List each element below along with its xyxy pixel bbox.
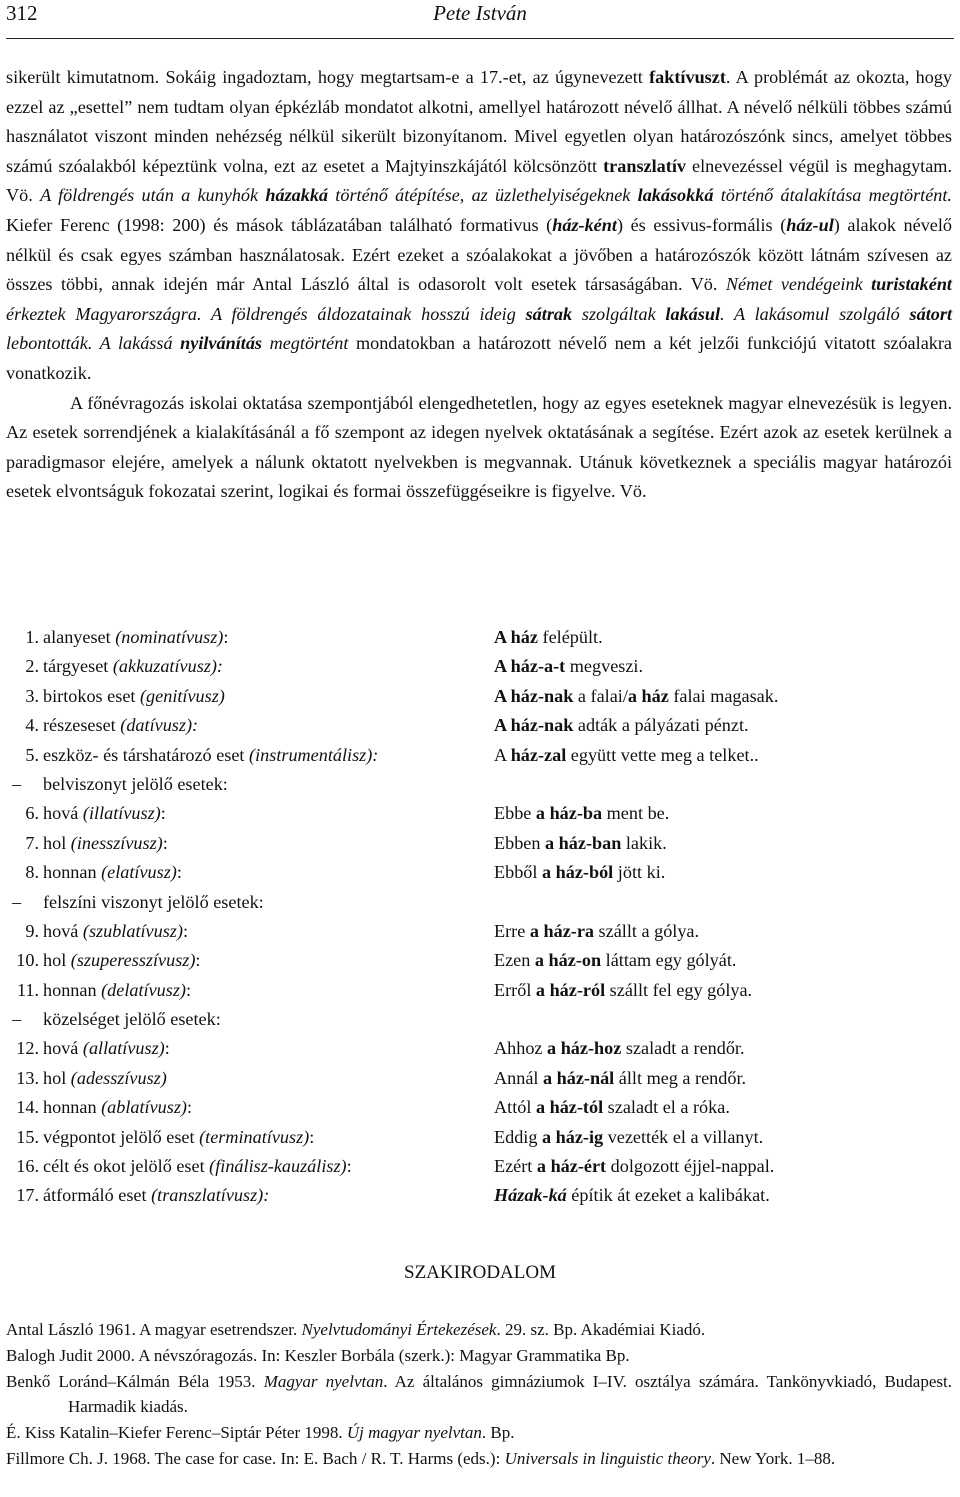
text-run: a ház-hoz — [547, 1038, 622, 1059]
running-author: Pete István — [433, 1, 527, 25]
case-example — [494, 1093, 730, 1122]
case-group-dash: – — [12, 891, 22, 912]
case-label — [43, 1123, 314, 1152]
text-run: : — [309, 1126, 315, 1147]
text-run: (delatívusz) — [101, 979, 186, 1000]
case-group-dash: – — [12, 773, 22, 794]
case-example — [494, 917, 699, 946]
text-run: a ház-ban — [545, 832, 622, 853]
text-run: házakká — [265, 185, 329, 206]
text-run: Eddig — [494, 1126, 542, 1147]
case-row — [6, 858, 952, 887]
text-run: hol — [43, 1067, 71, 1088]
case-row — [6, 623, 952, 652]
case-label — [43, 741, 378, 770]
case-number: 13. — [16, 1067, 39, 1088]
case-label — [43, 1181, 269, 1210]
text-run: Erről — [494, 979, 536, 1000]
text-run: jött ki. — [613, 862, 666, 883]
text-run: belviszonyt jelölő esetek: — [43, 773, 228, 794]
case-row — [6, 799, 952, 828]
text-run: hol — [43, 950, 71, 971]
case-label — [43, 1152, 352, 1181]
text-run: (akkuzatívusz): — [112, 656, 223, 677]
text-run: részeseset — [43, 715, 121, 736]
text-run: (ablatívusz) — [101, 1097, 187, 1118]
text-run: hol — [43, 832, 71, 853]
case-example — [494, 682, 778, 711]
text-run: Ebben — [494, 832, 546, 853]
text-run: lebontották. A lakássá — [6, 333, 181, 354]
case-example — [494, 829, 667, 858]
case-number: 10. — [16, 950, 39, 971]
case-number: 12. — [16, 1038, 39, 1059]
case-label — [43, 1064, 167, 1093]
text-run: birtokos eset — [43, 685, 140, 706]
text-run: : — [186, 1097, 193, 1118]
case-label — [43, 946, 200, 975]
case-example — [494, 1181, 770, 1210]
text-run: . A lakásomul szolgáló — [720, 303, 910, 324]
case-example — [494, 1152, 774, 1181]
text-run: A ház-nak — [494, 715, 574, 736]
text-run: láttam egy gólyát. — [601, 950, 737, 971]
text-run: Ebből — [494, 862, 542, 883]
text-run: hová — [43, 920, 83, 941]
case-number: 17. — [16, 1185, 39, 1206]
text-run: a ház-ból — [542, 862, 614, 883]
text-run: Annál — [494, 1067, 543, 1088]
text-run: : — [182, 920, 188, 941]
case-label — [43, 799, 166, 828]
case-label — [43, 917, 188, 946]
case-row — [6, 946, 952, 975]
text-run: turistaként — [871, 274, 952, 295]
text-run: Attól — [494, 1097, 536, 1118]
text-run: végpontot jelölő eset — [43, 1126, 200, 1147]
text-run: tárgyeset — [43, 656, 113, 677]
text-run: . Az általános gimnáziumok I–IV. osztálya számára. Tankönyvkiadó, Budapest. Harmadik kiadás. — [68, 1371, 952, 1417]
case-group-dash: – — [12, 1009, 22, 1030]
text-run: (inesszívusz) — [70, 832, 163, 853]
paragraph — [6, 63, 952, 389]
case-label — [43, 1034, 170, 1063]
text-run: ment be. — [602, 803, 670, 824]
text-run: ház-ként — [552, 214, 617, 235]
text-run: Ahhoz — [494, 1038, 548, 1059]
text-run: faktívuszt — [649, 67, 726, 87]
case-number: 3. — [25, 685, 39, 706]
text-run: Kiefer Ferenc (1998: 200) és mások táblázatában található formativus ( — [6, 214, 553, 235]
text-run: vezették el a villanyt. — [603, 1126, 764, 1147]
text-run: A főnévragozás iskolai oktatása szempontjából elengedhetetlen, hogy az egyes eseteknek magyar elnevezésük is legyen. Az esetek sorrendjének a kialakításánál a fő szempont az idegen nyelvek oktatásának a segítése. Ezért azok az esetek kerülnek a paradigmasor elejére, amelyek a nálunk oktatott nyelvekben is megvannak. Utánuk következnek a speciális magyar határozói esetek elvontságuk fokozatai szerint, logikai és formai összefüggéseikre is figyelve. Vö. — [6, 392, 952, 502]
text-run: Universals in linguistic theory — [504, 1448, 711, 1468]
text-run: A ház-nak — [494, 685, 574, 706]
case-example — [494, 1123, 763, 1152]
text-run: . A problémát az okozta, hogy ezzel az „esettel” nem tudtam olyan épkézláb mondatot alkotni, amellyel határozott névelő állhat. A névelő nélküli többes számú használatot viszont minden nehézség nélkül sikerült bizonyítanom. Mivel egyetlen olyan határozószónk sincs, amelyet többes számú szóalakból képeztünk volna, ezt az esetet a Majtyinszkájától kölcsönzött — [6, 67, 952, 176]
text-run: Új magyar nyelvtan — [346, 1423, 482, 1443]
text-run: a ház — [627, 685, 669, 706]
text-run: honnan — [43, 979, 102, 1000]
text-run: sátort — [909, 303, 952, 324]
text-run: ház-ul — [786, 214, 834, 235]
text-run: felszíni viszonyt jelölő esetek: — [43, 891, 264, 912]
text-run: Magyar nyelvtan — [263, 1371, 384, 1391]
text-run: Nyelvtudományi Értekezések — [301, 1320, 497, 1339]
text-run: hová — [43, 803, 83, 824]
text-run: (szuperesszívusz) — [70, 950, 196, 971]
text-run: (illatívusz) — [82, 803, 161, 824]
text-run: (finálisz-kauzálisz) — [209, 1156, 347, 1177]
text-run: a ház-ig — [542, 1126, 604, 1147]
bibliography-entry — [6, 1446, 952, 1472]
case-row — [6, 1034, 952, 1063]
text-run: szaladt el a róka. — [603, 1097, 730, 1118]
text-run: átformáló eset — [43, 1185, 152, 1206]
text-run: a ház-tól — [535, 1097, 604, 1118]
text-run: alanyeset — [43, 627, 116, 647]
case-number: 9. — [25, 920, 39, 941]
text-run: célt és okot jelölő eset — [43, 1156, 210, 1177]
text-run: lakásul — [665, 303, 721, 324]
body-text — [6, 63, 952, 507]
text-run: szállt a gólya. — [594, 920, 700, 941]
case-label — [43, 770, 228, 799]
text-run: (allatívusz) — [82, 1038, 165, 1059]
text-run: Antal László 1961. A magyar esetrendszer. — [6, 1320, 302, 1339]
case-list — [6, 623, 952, 1211]
text-run: Ezért — [494, 1156, 537, 1177]
text-run: a ház-ba — [535, 803, 603, 824]
case-label — [43, 1093, 192, 1122]
text-run: dolgozott éjjel-nappal. — [606, 1156, 775, 1177]
case-number: 11. — [16, 979, 39, 1000]
bibliography-entry — [6, 1317, 952, 1343]
text-run: A — [494, 744, 511, 765]
case-row — [6, 1064, 952, 1093]
text-run: ) és essivus-formális ( — [616, 214, 787, 235]
text-run: sátrak — [525, 303, 573, 324]
text-run: a ház-ra — [529, 920, 594, 941]
text-run: a ház-ért — [536, 1156, 607, 1177]
text-run: falai magasak. — [668, 685, 779, 706]
case-label — [43, 888, 264, 917]
text-run: . Bp. — [481, 1423, 515, 1443]
text-run: a ház-on — [534, 950, 602, 971]
text-run: a ház-nál — [543, 1067, 615, 1088]
text-run: lakásokká — [637, 185, 714, 206]
case-example — [494, 741, 759, 770]
case-label — [43, 976, 191, 1005]
text-run: mondatokban a határozott névelő nem a két jelzői funkciójú vitatott szóalakra vonatkozik. — [6, 333, 952, 383]
text-run: megveszi. — [565, 656, 644, 677]
text-run: É. Kiss Katalin–Kiefer Ferenc–Siptár Péter 1998. — [6, 1423, 347, 1443]
text-run: : — [162, 832, 168, 853]
bibliography-entry — [6, 1369, 952, 1421]
text-run: elnevezéssel végül is meghagytam. Vö. — [6, 155, 952, 206]
text-run: Ezen — [494, 950, 535, 971]
case-number: 6. — [25, 803, 39, 824]
case-example — [494, 946, 736, 975]
case-label — [43, 623, 228, 652]
bibliography — [6, 1317, 952, 1472]
text-run: : — [164, 1038, 170, 1059]
text-run: történő átalakítása megtörtént. — [713, 185, 952, 206]
case-number: 15. — [16, 1126, 39, 1147]
text-run: Erre — [494, 920, 530, 941]
case-row — [6, 711, 952, 740]
case-row — [6, 770, 952, 799]
case-example — [494, 1034, 745, 1063]
case-row — [6, 1005, 952, 1034]
text-run: Balogh Judit 2000. A névszóragozás. In: Keszler Borbála (szerk.): Magyar Grammatika Bp. — [6, 1345, 630, 1365]
text-run: (instrumentálisz): — [249, 744, 379, 765]
text-run: (szublatívusz) — [82, 920, 183, 941]
case-example — [494, 858, 665, 887]
case-number: 4. — [25, 715, 39, 736]
text-run: eszköz- és társhatározó eset — [43, 744, 250, 765]
case-row — [6, 976, 952, 1005]
bibliography-entry — [6, 1343, 952, 1369]
case-number: 5. — [25, 744, 39, 765]
text-run: : — [176, 862, 182, 883]
case-label — [43, 711, 198, 740]
case-label — [43, 652, 223, 681]
text-run: honnan — [43, 1097, 102, 1118]
text-run: . New York. 1–88. — [710, 1448, 836, 1468]
text-run: Fillmore Ch. J. 1968. The case for case. In: E. Bach / R. T. Harms (eds.): — [6, 1448, 505, 1468]
text-run: állt meg a rendőr. — [614, 1067, 747, 1088]
case-label — [43, 682, 225, 711]
text-run: szaladt a rendőr. — [621, 1038, 745, 1059]
text-run: ) alakok névelő nélkül és csak egyes számban használatosak. Ezért ezeket a szóalakokat a jövőben a határozószók között látnám szívesen az összes többi, annak idején már Antal László által is odasorolt volt esetek társaságában. Vö. — [6, 214, 953, 295]
case-number: 7. — [25, 832, 39, 853]
text-run: (datívusz): — [120, 715, 199, 736]
case-number: 14. — [16, 1097, 39, 1118]
case-row — [6, 1093, 952, 1122]
text-run: adták a pályázati pénzt. — [573, 715, 749, 736]
case-row — [6, 682, 952, 711]
text-run: (genitívusz) — [140, 685, 225, 706]
case-number: 8. — [25, 862, 39, 883]
case-label — [43, 858, 182, 887]
text-run: nyilvánítás — [180, 333, 262, 354]
text-run: : — [223, 627, 229, 647]
text-run: sikerült kimutatnom. Sokáig ingadoztam, hogy megtartsam-e a 17.-et, az úgynevezett — [6, 67, 650, 87]
paragraph — [6, 389, 952, 507]
case-row — [6, 1181, 952, 1210]
text-run: : — [346, 1156, 352, 1177]
case-row — [6, 917, 952, 946]
text-run: a falai/ — [573, 685, 628, 706]
text-run: lakik. — [621, 832, 667, 853]
text-run: a ház-ról — [535, 979, 606, 1000]
case-label — [43, 829, 168, 858]
text-run: közelséget jelölő esetek: — [43, 1009, 221, 1030]
case-example — [494, 623, 603, 652]
text-run: felépült. — [537, 627, 603, 647]
text-run: transzlatív — [603, 155, 686, 176]
text-run: építik át ezeket a kalibákat. — [566, 1185, 770, 1206]
running-header — [6, 0, 954, 39]
case-row — [6, 1152, 952, 1181]
case-example — [494, 976, 752, 1005]
text-run: megtörtént — [262, 333, 349, 354]
text-run: együtt vette meg a telket.. — [566, 744, 759, 765]
case-row — [6, 741, 952, 770]
case-label — [43, 1005, 221, 1034]
bibliography-entry — [6, 1420, 952, 1446]
text-run: szállt fel egy gólya. — [605, 979, 753, 1000]
page-number: 312 — [6, 1, 38, 25]
case-example — [494, 652, 643, 681]
text-run: A földrengés után a kunyhók — [40, 185, 266, 206]
text-run: történő átépítése, az üzlethelyiségeknek — [328, 185, 638, 206]
case-row — [6, 888, 952, 917]
text-run: ház-zal — [510, 744, 567, 765]
text-run: Benkő Loránd–Kálmán Béla 1953. — [6, 1371, 264, 1391]
text-run: . 29. sz. Bp. Akadémiai Kiadó. — [496, 1320, 706, 1339]
text-run: Német vendégeink — [725, 274, 872, 295]
text-run: (adesszívusz) — [70, 1067, 167, 1088]
text-run: A ház — [494, 627, 538, 647]
text-run: (elatívusz) — [101, 862, 177, 883]
text-run: érkeztek Magyarországra. A földrengés áldozatainak hosszú ideig — [6, 303, 526, 324]
case-example — [494, 711, 749, 740]
case-number: 2. — [25, 656, 39, 677]
text-run: honnan — [43, 862, 102, 883]
text-run: Ebbe — [494, 803, 536, 824]
text-run: : — [160, 803, 166, 824]
case-row — [6, 1123, 952, 1152]
case-number: 16. — [16, 1156, 39, 1177]
text-run: : — [185, 979, 192, 1000]
case-example — [494, 1064, 746, 1093]
text-run: szolgáltak — [572, 303, 666, 324]
text-run: (nominatívusz) — [115, 627, 224, 647]
case-row — [6, 652, 952, 681]
text-run: hová — [43, 1038, 83, 1059]
text-run: Házak-ká — [494, 1185, 567, 1206]
bibliography-title: SZAKIRODALOM — [404, 1262, 556, 1283]
case-row — [6, 829, 952, 858]
text-run: (terminatívusz) — [199, 1126, 310, 1147]
text-run: : — [195, 950, 201, 971]
case-example — [494, 799, 669, 828]
case-number: 1. — [25, 627, 39, 647]
text-run: (transzlatívusz): — [151, 1185, 270, 1206]
text-run: A ház-a-t — [494, 656, 566, 677]
